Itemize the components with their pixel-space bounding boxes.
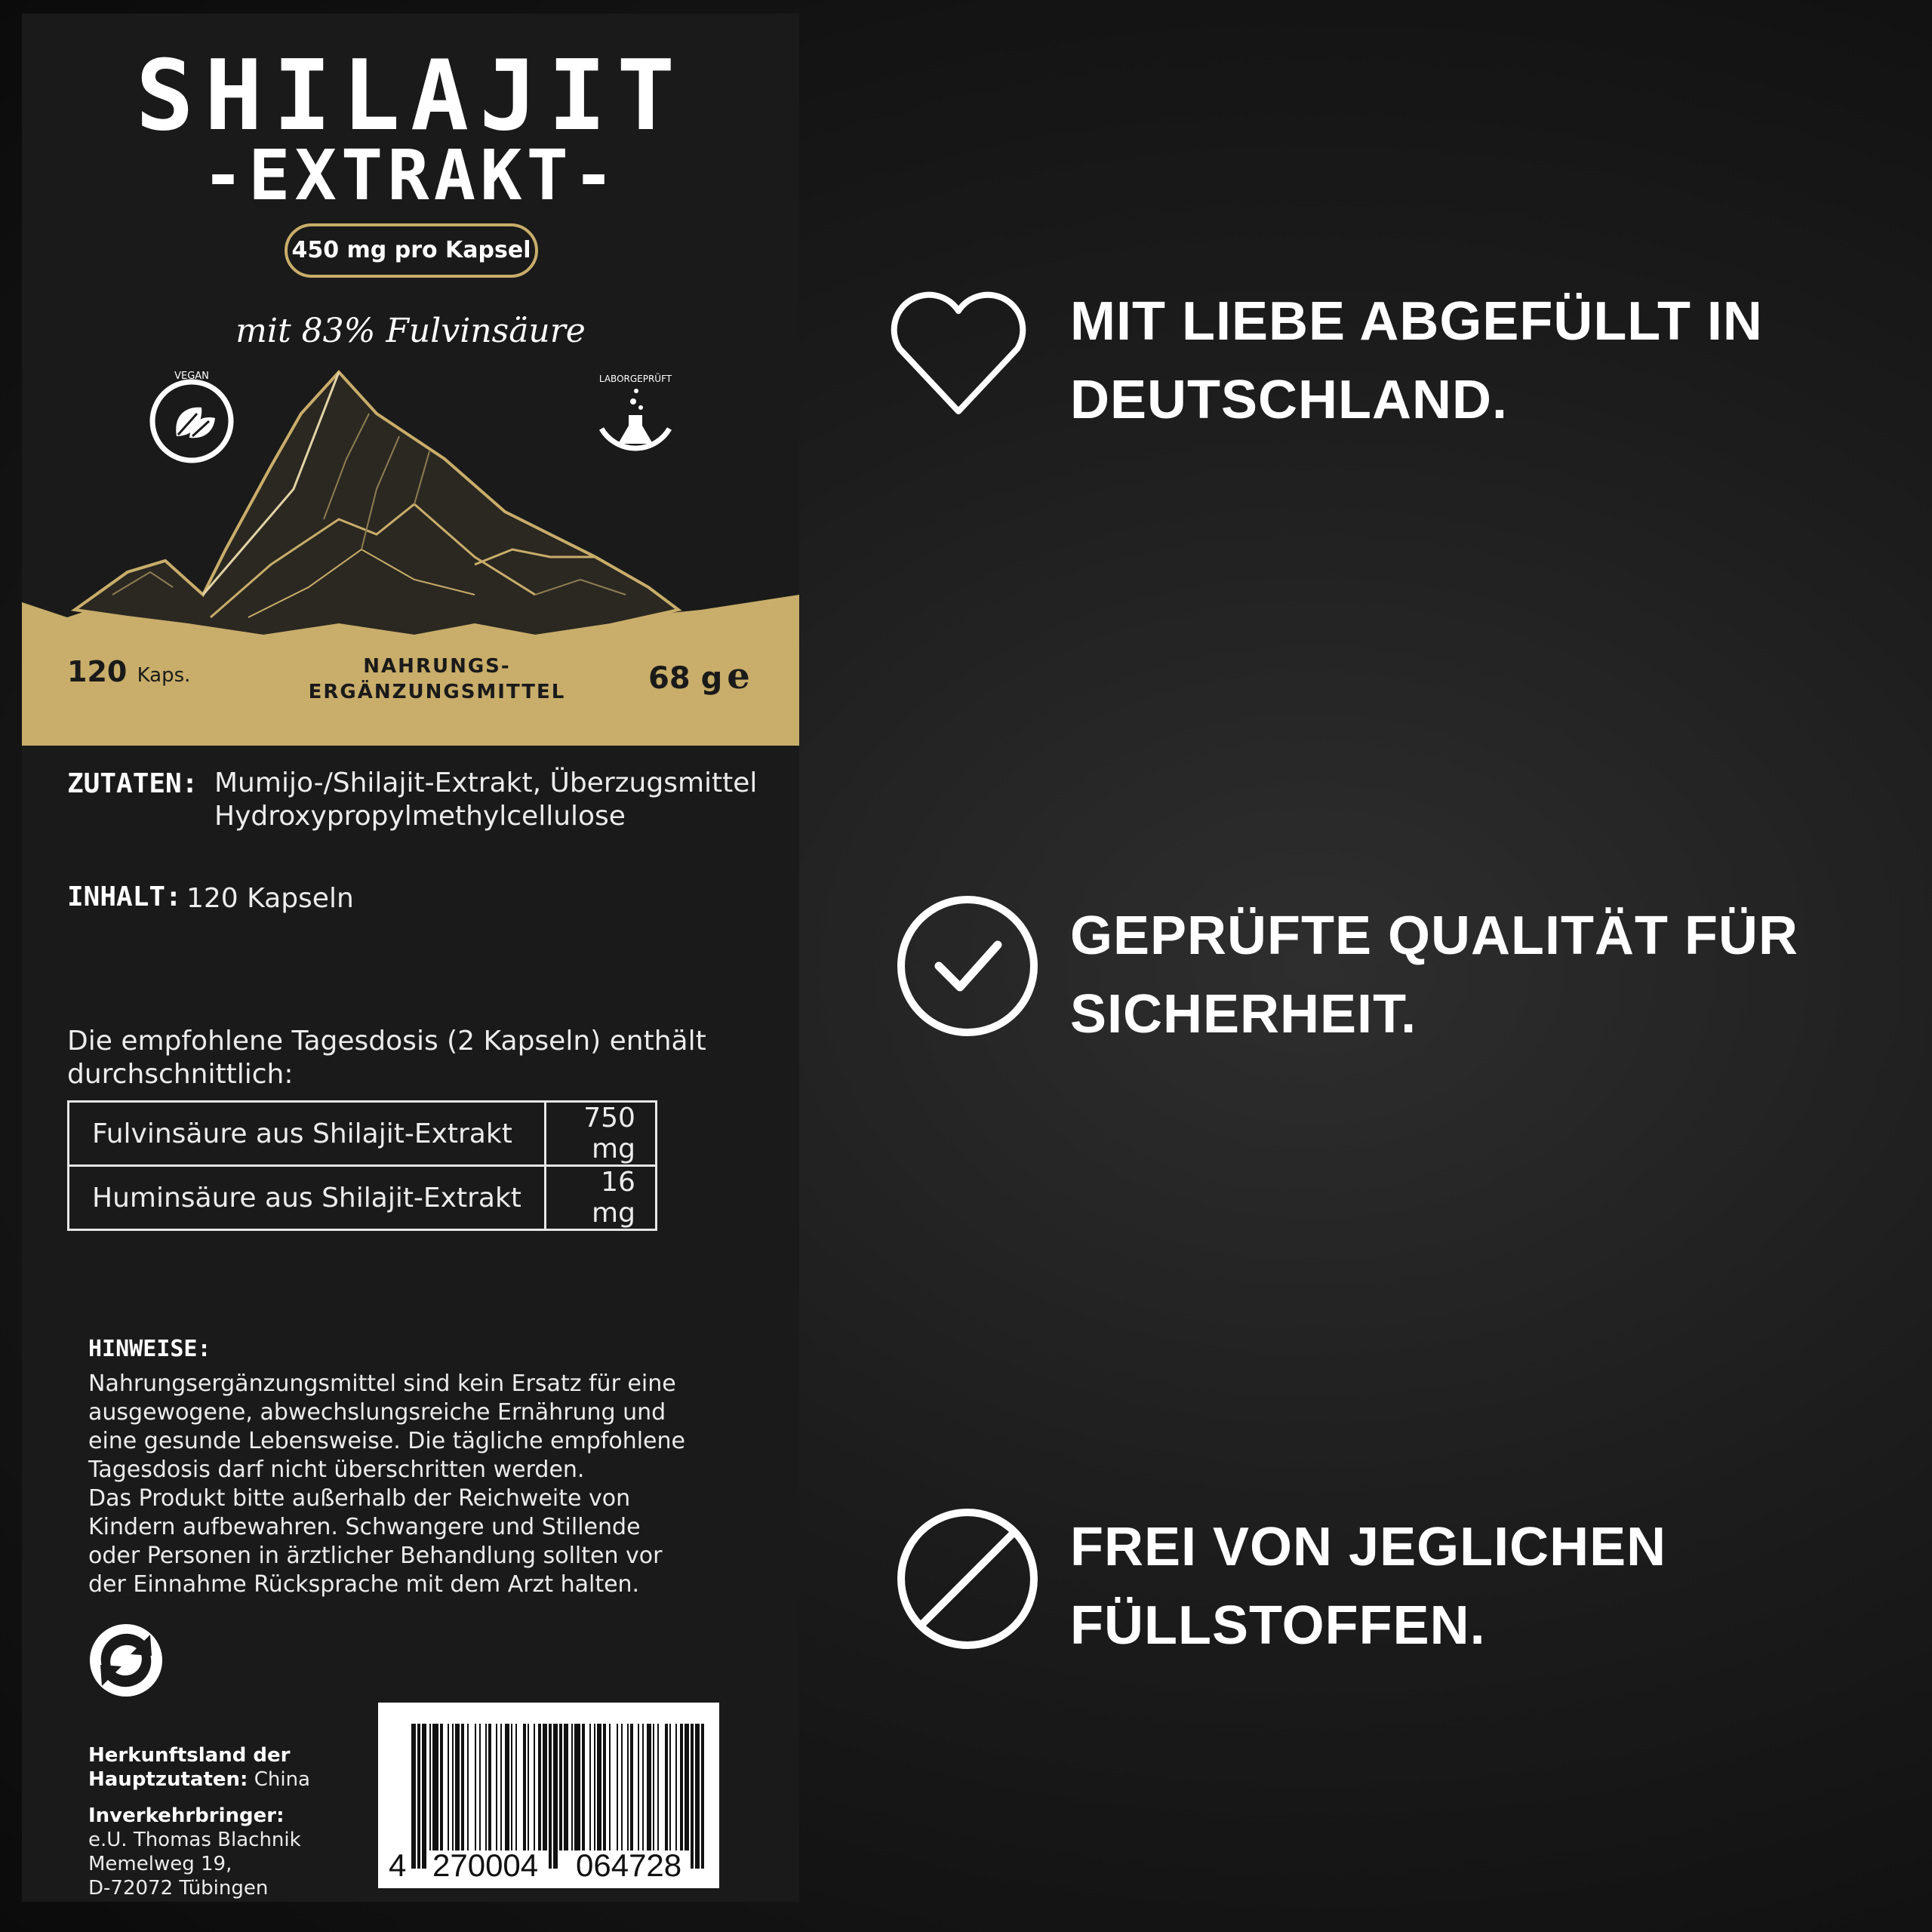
origin-info [88, 1743, 310, 1792]
feature-line-2: DEUTSCHLAND. [1070, 370, 1508, 430]
barcode-bar [549, 1724, 552, 1869]
recycle-icon [87, 1621, 165, 1700]
feature-line-2: SICHERHEIT. [1070, 984, 1417, 1044]
notes-heading: HINWEISE: [88, 1336, 211, 1362]
barcode-bar [523, 1724, 526, 1850]
barcode-bar [429, 1724, 431, 1850]
barcode-bar [488, 1724, 491, 1850]
barcode-bar [461, 1724, 464, 1850]
product-label [22, 14, 799, 1902]
barcode-bar [669, 1724, 671, 1850]
notes-line: Nahrungsergänzungsmittel sind kein Ersatz für eine [88, 1371, 676, 1397]
vegan-badge-text: VEGAN [174, 371, 209, 382]
barcode-bar [627, 1724, 629, 1850]
barcode-bar [630, 1724, 633, 1850]
barcode-bar [695, 1724, 700, 1869]
barcode-bar [452, 1724, 454, 1850]
barcode-bar [609, 1724, 611, 1850]
feature-line-1: MIT LIEBE ABGEFÜLLT IN [1070, 291, 1763, 352]
daily-dose-line-2: durchschnittlich: [67, 1059, 294, 1090]
barcode-bar [528, 1724, 529, 1850]
table-row [69, 1102, 657, 1166]
barcode-bar [559, 1724, 562, 1850]
barcode-bar [647, 1724, 651, 1850]
barcode-bar [553, 1724, 558, 1869]
notes-line: oder Personen in ärztlicher Behandlung sollten vor [88, 1543, 663, 1569]
check-circle-icon [892, 891, 1043, 1041]
nutrient-value: 750 mg [545, 1102, 656, 1166]
barcode-bar [574, 1724, 580, 1850]
barcode-bar [680, 1724, 683, 1850]
barcode-bar [411, 1724, 416, 1869]
barcode-bar [691, 1724, 694, 1869]
notes-line: Kindern aufbewahren. Schwangere und Stillende [88, 1514, 641, 1540]
barcode-bar [675, 1724, 677, 1850]
content-value: 120 Kapseln [186, 883, 354, 914]
barcode-digit-group: 270004 [432, 1847, 539, 1883]
feature-line-2: FÜLLSTOFFEN. [1070, 1595, 1486, 1656]
product-title: SHILAJIT [135, 40, 686, 152]
notes-text [88, 1370, 768, 1599]
barcode-bar [564, 1724, 568, 1850]
nutrient-value: 16 mg [545, 1166, 656, 1230]
barcode-bar [701, 1724, 704, 1869]
barcode-bar [685, 1724, 689, 1850]
barcode-bars [378, 1718, 719, 1869]
barcode-bar [467, 1724, 469, 1850]
issuer-line-1: e.U. Thomas Blachnik [88, 1829, 301, 1851]
dose-pill: 450 mg pro Kapsel [285, 223, 538, 278]
daily-dose-line-1: Die empfohlene Tagesdosis (2 Kapseln) enthält [67, 1026, 706, 1057]
feature-text [1070, 282, 1870, 439]
issuer-info [88, 1804, 301, 1900]
barcode-bar [603, 1724, 606, 1850]
capsule-count-unit: Kaps. [137, 664, 191, 687]
table-row [69, 1166, 657, 1230]
barcode-bar [479, 1724, 481, 1850]
notes-line: Tagesdosis darf nicht überschritten werden. [88, 1457, 585, 1483]
nutrient-name: Huminsäure aus Shilajit-Extrakt [69, 1166, 546, 1230]
barcode-bar [653, 1724, 654, 1850]
notes-line: der Einnahme Rücksprache mit dem Arzt halten. [88, 1571, 640, 1598]
content-heading: INHALT: [67, 881, 182, 912]
barcode-bar [621, 1724, 623, 1850]
barcode-bar [432, 1724, 438, 1850]
ingredients-heading: ZUTATEN: [67, 768, 198, 799]
barcode-bar [534, 1724, 535, 1850]
nutrition-table [67, 1100, 657, 1231]
barcode-bar [455, 1724, 460, 1850]
barcode-bar [571, 1724, 573, 1850]
barcode-bar [496, 1724, 497, 1850]
barcode-bar [475, 1724, 476, 1850]
origin-value: China [254, 1768, 310, 1791]
barcode-bar [642, 1724, 644, 1850]
net-weight [648, 655, 750, 697]
product-subtitle: -EXTRAKT- [202, 135, 620, 216]
heart-icon [883, 279, 1034, 430]
barcode-bar [617, 1724, 618, 1850]
category-line-1: NAHRUNGS- [363, 655, 511, 678]
origin-label-1: Herkunftsland der [88, 1744, 291, 1767]
barcode-digit-group: 4 [389, 1847, 407, 1883]
feature-line-1: FREI VON JEGLICHEN [1070, 1517, 1667, 1577]
barcode-bar [597, 1724, 601, 1850]
barcode-bar [665, 1724, 668, 1850]
barcode-bar [511, 1724, 512, 1850]
fulvic-tagline: mit 83% Fulvinsäure [235, 312, 586, 350]
issuer-line-3: D-72072 Tübingen [88, 1877, 269, 1900]
notes-line: ausgewogene, abwechslungsreiche Ernährung und [88, 1399, 666, 1426]
barcode-digit-group: 064728 [576, 1847, 682, 1883]
nutrient-name: Fulvinsäure aus Shilajit-Extrakt [69, 1102, 546, 1166]
barcode-bar [505, 1724, 509, 1850]
feature-text [1070, 897, 1870, 1054]
ingredients-line-1: Mumijo-/Shilajit-Extrakt, Überzugsmittel [214, 768, 758, 798]
barcode-bar [638, 1724, 639, 1850]
feature-no-fillers [883, 1502, 1887, 1668]
notes-line: eine gesunde Lebensweise. Die tägliche empfohlene [88, 1428, 685, 1454]
barcode [378, 1703, 719, 1888]
barcode-bar [543, 1724, 547, 1850]
barcode-bar [440, 1724, 443, 1850]
category-line-2: ERGÄNZUNGSMITTEL [308, 681, 566, 703]
barcode-bar [448, 1724, 449, 1850]
barcode-bar [657, 1724, 659, 1850]
feature-filled-in-germany [883, 272, 1887, 438]
barcode-bar [485, 1724, 487, 1850]
ingredients-text [214, 767, 795, 833]
origin-label-2: Hauptzutaten: [88, 1768, 248, 1791]
barcode-bar [538, 1724, 541, 1850]
issuer-label: Inverkehrbringer: [88, 1804, 285, 1827]
net-weight-value: 68 g [648, 661, 723, 696]
capsule-count [67, 655, 190, 688]
barcode-bar [515, 1724, 517, 1850]
barcode-bar [417, 1724, 420, 1869]
feature-line-1: GEPRÜFTE QUALITÄT FÜR [1070, 906, 1798, 966]
ingredients-line-2: Hydroxypropylmethylcellulose [214, 801, 626, 832]
barcode-bar [594, 1724, 595, 1850]
feature-text [1070, 1508, 1870, 1665]
daily-dose-intro [67, 1025, 792, 1091]
product-category [271, 654, 603, 705]
barcode-bar [500, 1724, 502, 1850]
lab-badge-text: LABORGEPRÜFT [598, 374, 672, 384]
estimated-sign: e [727, 655, 750, 697]
issuer-line-2: Memelweg 19, [88, 1853, 232, 1875]
capsule-count-value: 120 [67, 655, 128, 688]
barcode-bar [422, 1724, 426, 1869]
notes-line: Das Produkt bitte außerhalb der Reichweite von [88, 1485, 631, 1512]
feature-tested-quality [883, 891, 1887, 1057]
barcode-bar [582, 1724, 585, 1850]
no-sign-icon [892, 1503, 1043, 1654]
barcode-bar [589, 1724, 591, 1850]
